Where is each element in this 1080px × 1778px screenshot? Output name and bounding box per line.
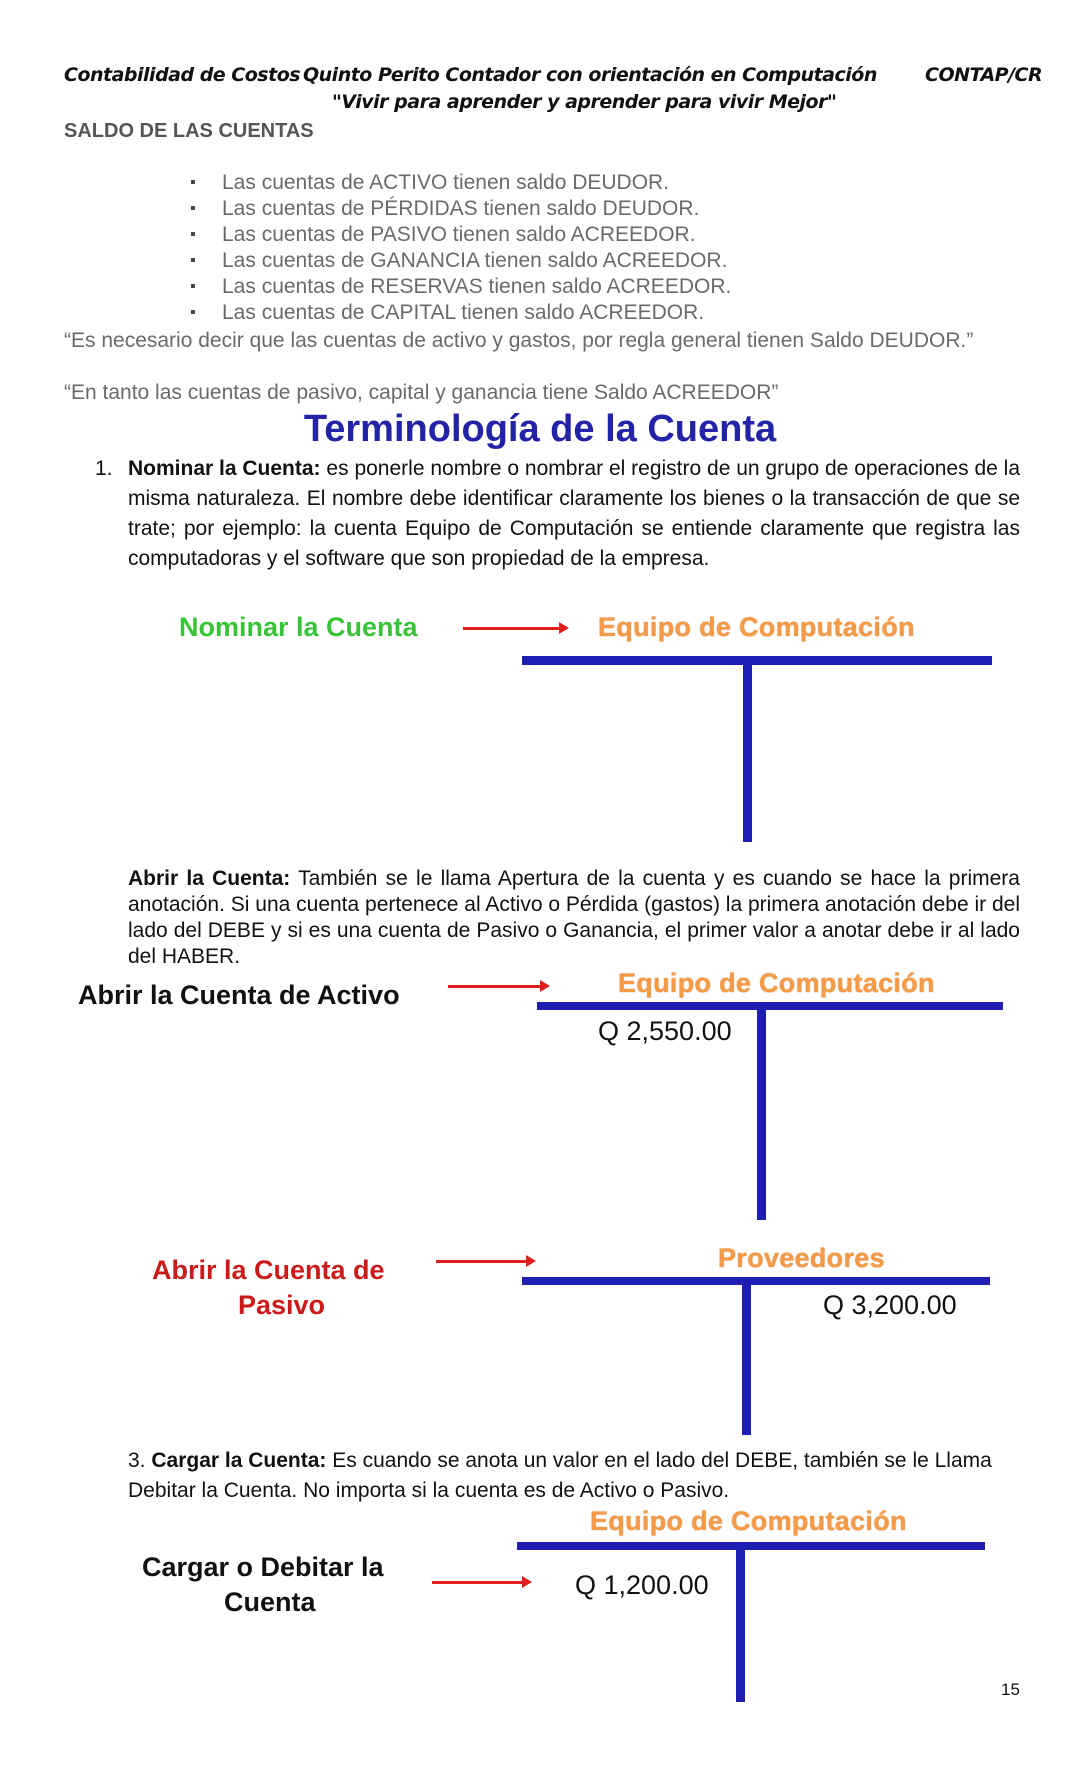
- arrow-icon: [463, 627, 563, 630]
- list-item: ▪ Las cuentas de PASIVO tienen saldo ACREEDOR.: [190, 222, 731, 248]
- quote-deudor: “Es necesario decir que las cuentas de activo y gastos, por regla general tienen Saldo DEUDOR.”: [64, 329, 974, 352]
- item3-paragraph: [128, 1446, 1020, 1506]
- quote-acreedor: “En tanto las cuentas de pasivo, capital y ganancia tiene Saldo ACREEDOR”: [64, 381, 779, 404]
- header-motto: "Vivir para aprender y aprender para vivir Mejor": [332, 91, 837, 113]
- list-item: ▪ Las cuentas de CAPITAL tienen saldo ACREEDOR.: [190, 300, 731, 326]
- item2-term: Abrir la Cuenta:: [128, 867, 291, 890]
- diagram2-t-account-stem: [757, 1002, 766, 1220]
- arrow-icon: [432, 1581, 526, 1584]
- diagram3-label-line2: Pasivo: [238, 1290, 326, 1320]
- diagram4-label-line2: Cuenta: [224, 1587, 316, 1617]
- list-item: ▪ Las cuentas de GANANCIA tienen saldo ACREEDOR.: [190, 248, 731, 274]
- diagram4-account-name: Equipo de Computación: [590, 1506, 907, 1536]
- item3-number: 3.: [128, 1449, 146, 1472]
- diagram2-label: Abrir la Cuenta de Activo: [78, 980, 400, 1010]
- header-right: CONTAP/CR: [925, 64, 1043, 86]
- item1-paragraph: [128, 454, 1020, 574]
- diagram1-label: Nominar la Cuenta: [179, 612, 418, 642]
- page-title: Terminología de la Cuenta: [303, 408, 777, 450]
- item3-term: Cargar la Cuenta:: [151, 1449, 327, 1472]
- diagram3-haber-amount: Q 3,200.00: [823, 1290, 957, 1320]
- diagram2-account-name: Equipo de Computación: [618, 968, 935, 998]
- saldo-bullet-list: [190, 170, 731, 326]
- list-item: ▪ Las cuentas de PÉRDIDAS tienen saldo DEUDOR.: [190, 196, 731, 222]
- diagram4-t-account-stem: [736, 1542, 745, 1702]
- item1-term: Nominar la Cuenta:: [128, 457, 321, 480]
- header-left: Contabilidad de Costos: [64, 64, 301, 86]
- arrow-icon: [436, 1260, 530, 1263]
- item2-text: También se le llama Apertura de la cuenta y es cuando se hace la primera anotación. Si una cuenta pertenece al Activo o Pérdida (gastos) la primera anotación debe ir del lado del DEBE y si es una cuenta de Pasivo o Ganancia, el primer valor a anotar debe ir al lado del HABER.: [128, 867, 1020, 968]
- list-item: ▪ Las cuentas de ACTIVO tienen saldo DEUDOR.: [190, 170, 731, 196]
- diagram4-debe-amount: Q 1,200.00: [575, 1570, 709, 1600]
- diagram2-t-account-top: [537, 1002, 1003, 1010]
- diagram3-account-name: Proveedores: [718, 1243, 885, 1273]
- diagram3-t-account-top: [522, 1277, 990, 1285]
- item3-text: Es cuando se anota un valor en el lado del DEBE, también se le Llama Debitar la Cuenta. No importa si la cuenta es de Activo o Pasivo.: [128, 1449, 992, 1502]
- diagram1-t-account-stem: [743, 656, 752, 842]
- section-title-saldo: SALDO DE LAS CUENTAS: [64, 120, 314, 142]
- item2-paragraph: [128, 866, 1020, 970]
- item1-number: 1.: [95, 457, 113, 480]
- diagram4-label-line1: Cargar o Debitar la: [142, 1552, 384, 1582]
- arrow-icon: [448, 985, 544, 988]
- header-center: Quinto Perito Contador con orientación en Computación: [303, 64, 877, 86]
- page-number: 15: [1001, 1680, 1020, 1699]
- diagram4-t-account-top: [517, 1542, 985, 1550]
- diagram1-t-account-top: [522, 656, 992, 665]
- diagram2-debe-amount: Q 2,550.00: [598, 1016, 732, 1046]
- diagram3-t-account-stem: [742, 1277, 751, 1435]
- item1-text: es ponerle nombre o nombrar el registro de un grupo de operaciones de la misma naturaleza. El nombre debe identificar claramente los bienes o la transacción de que se trate; por ejemplo: la cuenta Equipo de Computación se entiende claramente que registra las computadoras y el software que son propiedad de la empresa.: [128, 457, 1021, 570]
- list-item: ▪ Las cuentas de RESERVAS tienen saldo ACREEDOR.: [190, 274, 731, 300]
- diagram3-label-line1: Abrir la Cuenta de: [152, 1255, 385, 1285]
- diagram1-account-name: Equipo de Computación: [598, 612, 915, 642]
